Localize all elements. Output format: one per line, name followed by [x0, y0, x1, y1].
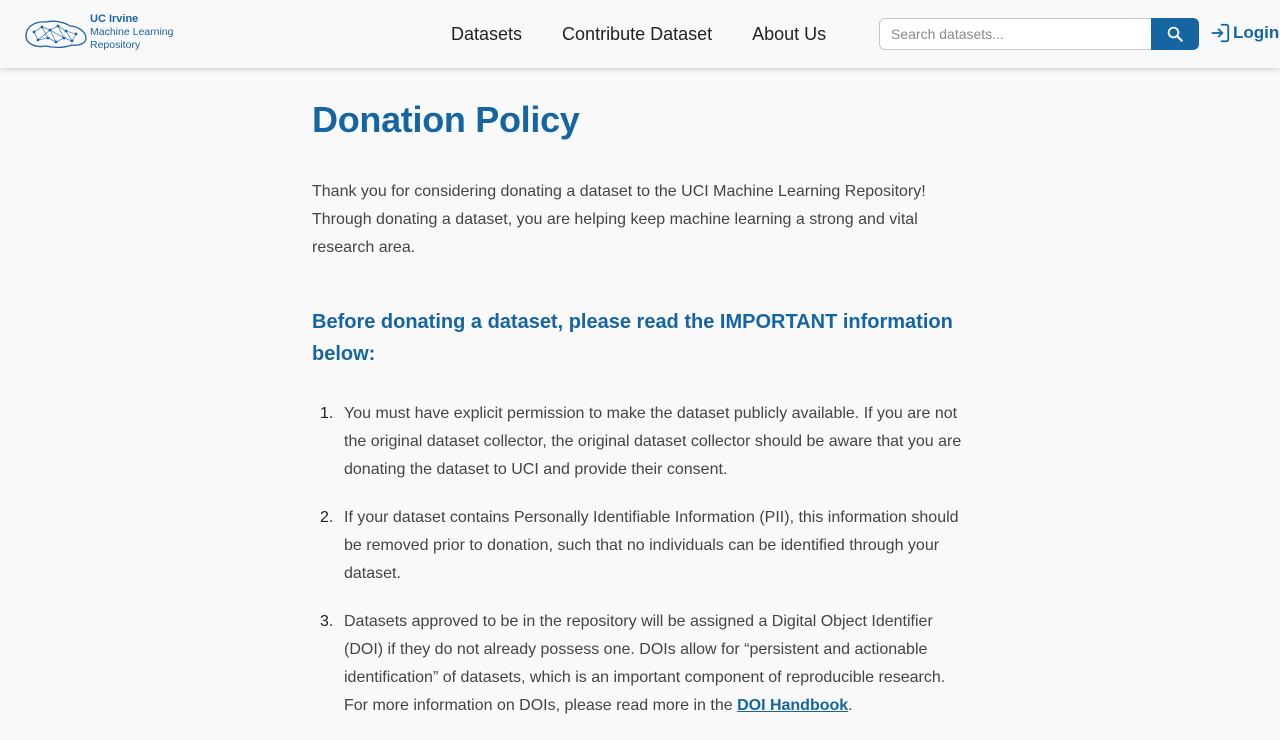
logo-line-3: Repository — [90, 39, 141, 51]
search-button[interactable] — [1151, 18, 1199, 50]
main-content — [312, 98, 972, 740]
navbar — [0, 0, 1280, 68]
list-number: 3. — [320, 613, 334, 630]
nav-datasets[interactable]: Datasets — [451, 24, 523, 44]
list-number: 1. — [320, 405, 334, 422]
login-icon — [1209, 22, 1231, 44]
list-item-text-end: . — [848, 697, 853, 714]
list-item — [312, 608, 972, 720]
search-input[interactable] — [879, 18, 1151, 50]
list-item-text: Datasets approved to be in the repository will be assigned a Digital Object Identifier (DOI) if they do not already possess one. DOIs allow for “persistent and actionable identification” of datasets, which is an important component of reproducible research. For more information on DOIs, please read more in the — [344, 613, 946, 714]
list-item — [312, 400, 972, 484]
brain-logo-icon — [24, 18, 88, 50]
doi-handbook-link[interactable]: DOI Handbook — [737, 697, 849, 714]
search-icon — [1166, 25, 1184, 43]
list-number: 2. — [320, 509, 334, 526]
list-item-text: If your dataset contains Personally Identifiable Information (PII), this information should be removed prior to donation, such that no individuals can be identified through your dataset. — [344, 509, 959, 582]
search-bar — [879, 18, 1199, 50]
nav-contribute-dataset[interactable]: Contribute Dataset — [562, 24, 713, 44]
site-logo[interactable] — [24, 12, 184, 56]
main-nav — [451, 22, 826, 46]
logo-line-2: Machine Learning — [90, 26, 174, 38]
donation-rules-list — [312, 400, 972, 720]
page-title: Donation Policy — [312, 99, 580, 140]
logo-line-1: UC Irvine — [90, 13, 139, 25]
login-link[interactable] — [1209, 22, 1279, 44]
login-label: Login — [1233, 23, 1280, 42]
nav-about-us[interactable]: About Us — [752, 24, 827, 44]
intro-paragraph: Thank you for considering donating a dataset to the UCI Machine Learning Repository! Through donating a dataset, you are helping keep machine learning a strong and vital research area. — [312, 183, 926, 256]
important-subheading: Before donating a dataset, please read the IMPORTANT information below: — [312, 311, 953, 365]
list-item — [312, 504, 972, 588]
list-item-text: You must have explicit permission to make the dataset publicly available. If you are not the original dataset collector, the original dataset collector should be aware that you are donating the dataset to UCI and provide their consent. — [344, 405, 962, 478]
